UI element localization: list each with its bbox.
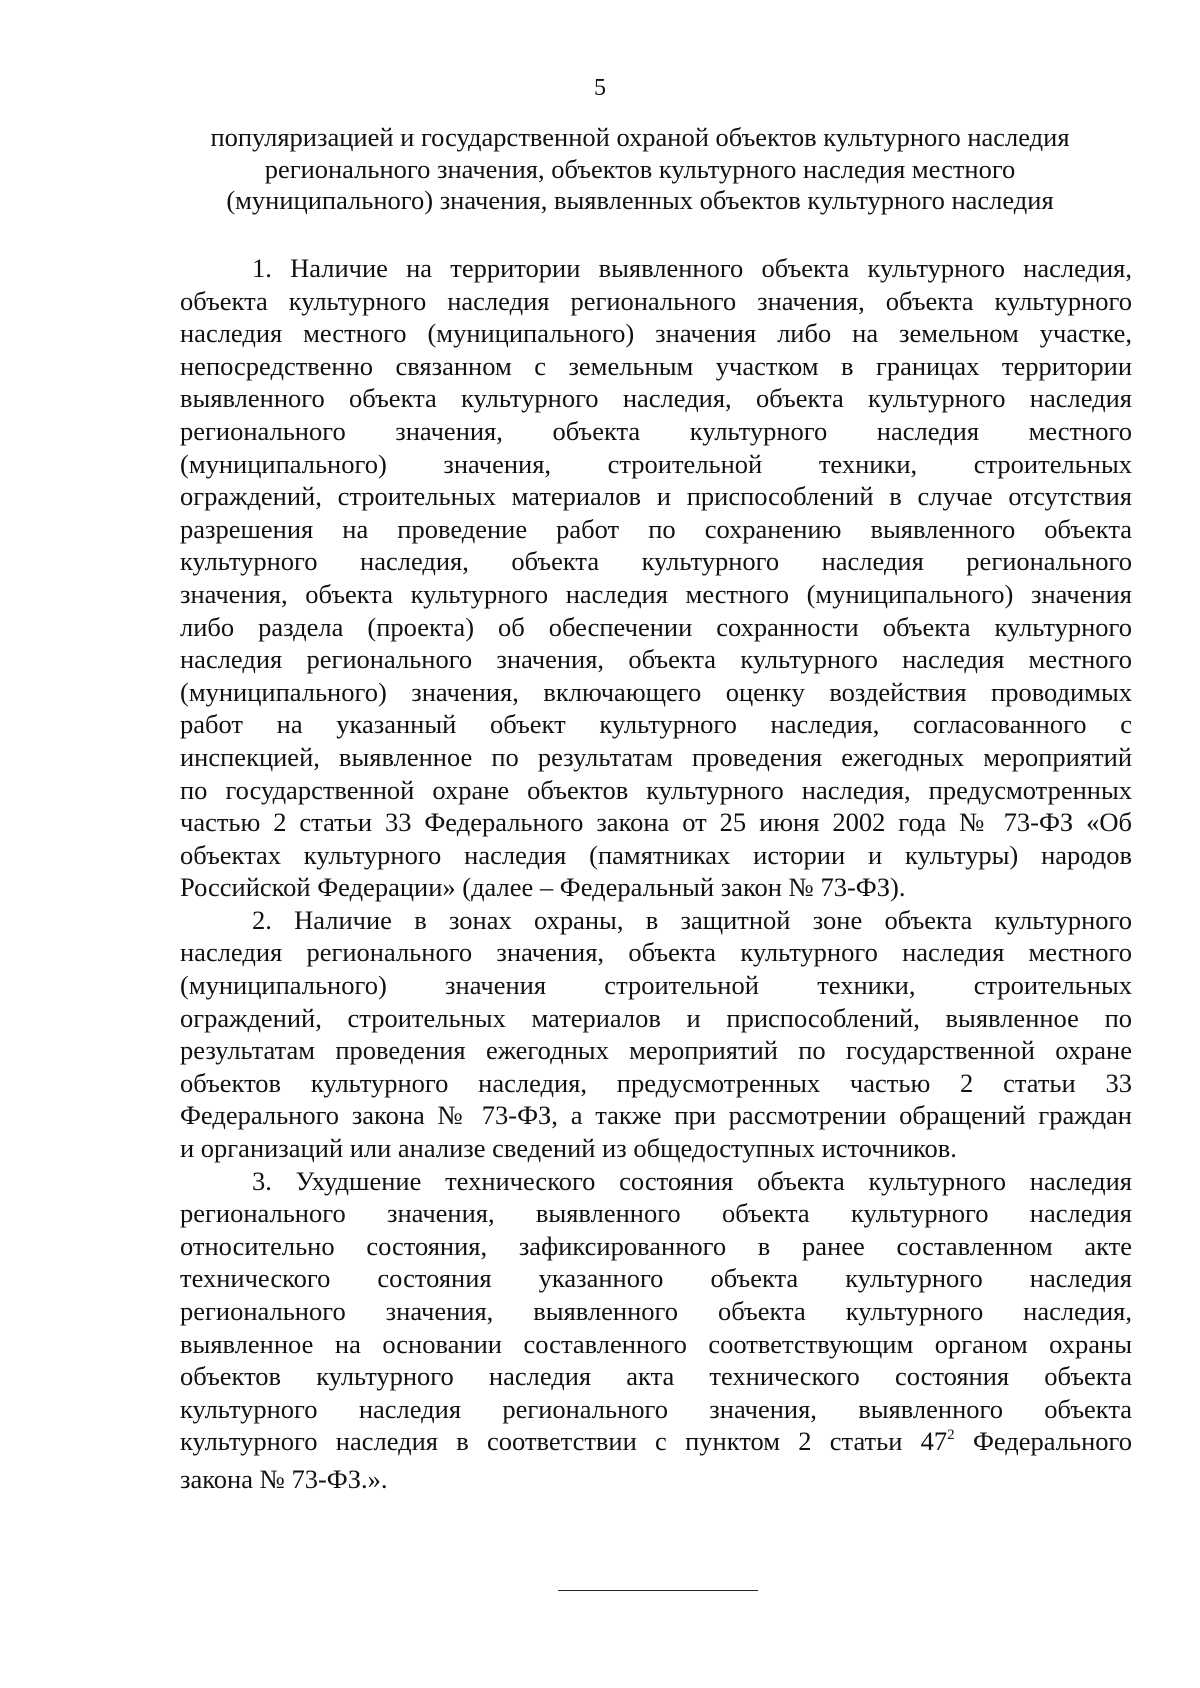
text-line: регионального значения, выявленного объекта культурного наследия [180,1198,1132,1229]
text-fragment: Федерального [954,1426,1132,1457]
text-line: регионального значения, объекта культурного наследия местного [180,415,1132,446]
heading-line: (муниципального) значения, выявленных объектов культурного наследия [226,185,1054,215]
text-line: результатам проведения ежегодных мероприятий по государственной охране [180,1035,1132,1066]
paragraph-1 [180,252,1132,904]
text-line: культурного наследия регионального значения, выявленного объекта [180,1393,1132,1424]
text-line: ограждений, строительных материалов и приспособлений в случае отсутствия [180,481,1132,512]
text-line: и организаций или анализе сведений из общедоступных источников. [180,1133,957,1164]
section-heading [180,122,1100,217]
heading-line: популяризацией и государственной охраной объектов культурного наследия [210,122,1070,152]
text-line: выявленного объекта культурного наследия, объекта культурного наследия [180,383,1132,414]
text-line: 3. Ухудшение технического состояния объекта культурного наследия [252,1165,1132,1196]
text-line: работ на указанный объект культурного наследия, согласованного с [180,709,1132,740]
paragraph-3 [180,1165,1132,1496]
text-line: частью 2 статьи 33 Федерального закона от 25 июня 2002 года № 73-ФЗ «Об [180,807,1132,838]
text-line: наследия регионального значения, объекта культурного наследия местного [180,644,1132,675]
text-line: закона № 73-ФЗ.». [180,1463,388,1494]
text-line: выявленное на основании составленного соответствующим органом охраны [180,1328,1132,1359]
text-line: технического состояния указанного объекта культурного наследия [180,1263,1132,1294]
paragraph-2 [180,904,1132,1165]
text-line: наследия регионального значения, объекта культурного наследия местного [180,937,1132,968]
text-line: непосредственно связанном с земельным участком в границах территории [180,350,1132,381]
text-line: значения, объекта культурного наследия местного (муниципального) значения [180,578,1132,609]
text-line: ограждений, строительных материалов и приспособлений, выявленное по [180,1002,1132,1033]
text-line: (муниципального) значения, включающего оценку воздействия проводимых [180,676,1132,707]
text-fragment: культурного наследия в соответствии с пунктом 2 статьи 47 [180,1426,948,1457]
text-line: по государственной охране объектов культурного наследия, предусмотренных [180,774,1132,805]
end-rule [558,1590,758,1591]
text-line-with-superscript [180,1425,1132,1463]
heading-line: регионального значения, объектов культурного наследия местного [264,153,1016,184]
document-body [180,252,1132,1496]
text-line: объектов культурного наследия акта технического состояния объекта [180,1361,1132,1392]
text-line: регионального значения, выявленного объекта культурного наследия, [180,1296,1132,1326]
text-line: либо раздела (проекта) об обеспечении сохранности объекта культурного [180,611,1132,642]
text-line: объектов культурного наследия, предусмотренных частью 2 статьи 33 [180,1067,1132,1098]
text-line: Федерального закона № 73-ФЗ, а также при рассмотрении обращений граждан [180,1100,1132,1131]
text-line: относительно состояния, зафиксированного в ранее составленном акте [180,1230,1132,1261]
text-line: Российской Федерации» (далее – Федеральный закон № 73-ФЗ). [180,872,906,903]
text-line: (муниципального) значения, строительной техники, строительных [180,448,1132,479]
text-line: разрешения на проведение работ по сохранению выявленного объекта [180,513,1132,544]
text-line: 1. Наличие на территории выявленного объекта культурного наследия, [252,253,1132,283]
page-number: 5 [594,75,606,101]
text-line: (муниципального) значения строительной техники, строительных [180,970,1132,1001]
superscript: 2 [947,1427,955,1444]
text-line: объектах культурного наследия (памятниках истории и культуры) народов [180,839,1132,870]
text-line: объекта культурного наследия регионального значения, объекта культурного [180,285,1132,316]
text-line: культурного наследия, объекта культурного наследия регионального [180,546,1132,577]
text-line: наследия местного (муниципального) значения либо на земельном участке, [180,318,1132,349]
text-line: 2. Наличие в зонах охраны, в защитной зоне объекта культурного [252,904,1132,935]
text-line: инспекцией, выявленное по результатам проведения ежегодных мероприятий [180,741,1132,772]
